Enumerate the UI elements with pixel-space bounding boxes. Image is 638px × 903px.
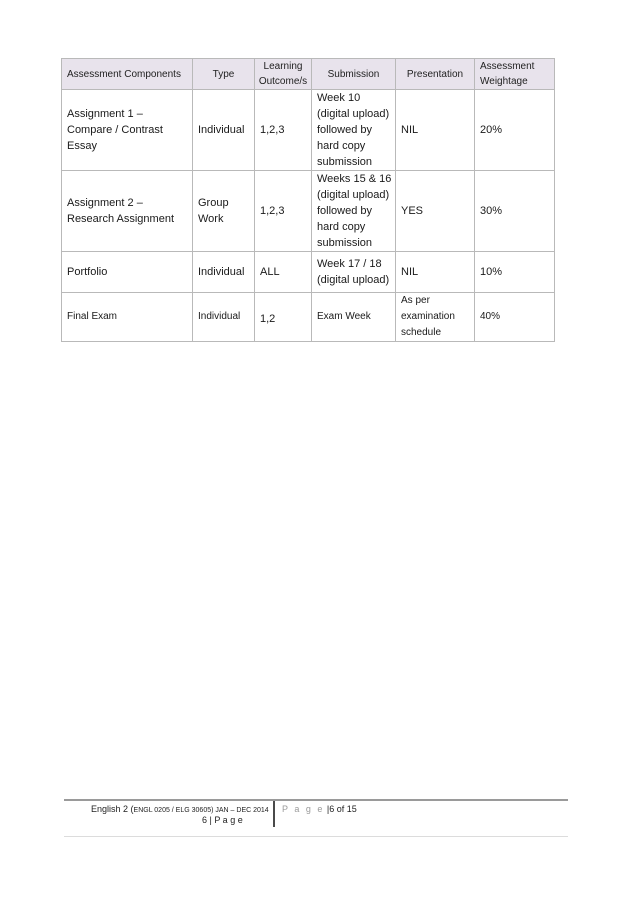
cell-submission: Weeks 15 & 16 (digital upload) followed by hard copy submission — [312, 171, 396, 252]
table-row — [62, 293, 555, 342]
cell-submission: Week 17 / 18 (digital upload) — [312, 252, 396, 293]
header-submission: Submission — [312, 59, 396, 90]
header-type: Type — [193, 59, 255, 90]
cell-type: Individual — [193, 293, 255, 342]
footer-divider — [273, 801, 275, 827]
cell-submission: Exam Week — [312, 293, 396, 342]
header-learning-outcomes: Learning Outcome/s — [255, 59, 312, 90]
cell-presentation: NIL — [396, 252, 475, 293]
cell-component: Assignment 1 – Compare / Contrast Essay — [62, 90, 193, 171]
footer-course-code: ENGL 0205 / ELG 30605) JAN – DEC 2014 — [133, 807, 269, 814]
cell-presentation: YES — [396, 171, 475, 252]
cell-type: Individual — [193, 252, 255, 293]
header-assessment-components: Assessment Components — [62, 59, 193, 90]
cell-type: Group Work — [193, 171, 255, 252]
cell-component: Portfolio — [62, 252, 193, 293]
footer-page-word-right: P a g e — [282, 804, 325, 814]
cell-weightage: 10% — [475, 252, 555, 293]
cell-weightage: 40% — [475, 293, 555, 342]
header-assessment-weightage: Assessment Weightage — [475, 59, 555, 90]
assessment-table — [61, 58, 555, 342]
cell-presentation: As per examination schedule — [396, 293, 475, 342]
footer-rule-top — [64, 799, 568, 801]
header-presentation: Presentation — [396, 59, 475, 90]
cell-weightage: 30% — [475, 171, 555, 252]
cell-weightage: 20% — [475, 90, 555, 171]
table-row — [62, 252, 555, 293]
footer-page-word-left: 6 | P a g e — [202, 815, 243, 825]
cell-outcomes: 1,2,3 — [255, 90, 312, 171]
footer-rule-bottom — [64, 836, 568, 837]
cell-presentation: NIL — [396, 90, 475, 171]
table-header-row — [62, 59, 555, 90]
table-row — [62, 171, 555, 252]
cell-submission: Week 10 (digital upload) followed by hard copy submission — [312, 90, 396, 171]
cell-outcomes: 1,2 — [255, 293, 312, 342]
cell-component: Final Exam — [62, 293, 193, 342]
cell-outcomes: ALL — [255, 252, 312, 293]
table-row — [62, 90, 555, 171]
footer-page-count: |6 of 15 — [326, 804, 357, 814]
footer-course-label — [91, 804, 269, 814]
cell-type: Individual — [193, 90, 255, 171]
footer-page-number — [282, 804, 357, 814]
cell-component: Assignment 2 – Research Assignment — [62, 171, 193, 252]
footer-course-prefix: English 2 ( — [91, 804, 134, 814]
cell-outcomes: 1,2,3 — [255, 171, 312, 252]
